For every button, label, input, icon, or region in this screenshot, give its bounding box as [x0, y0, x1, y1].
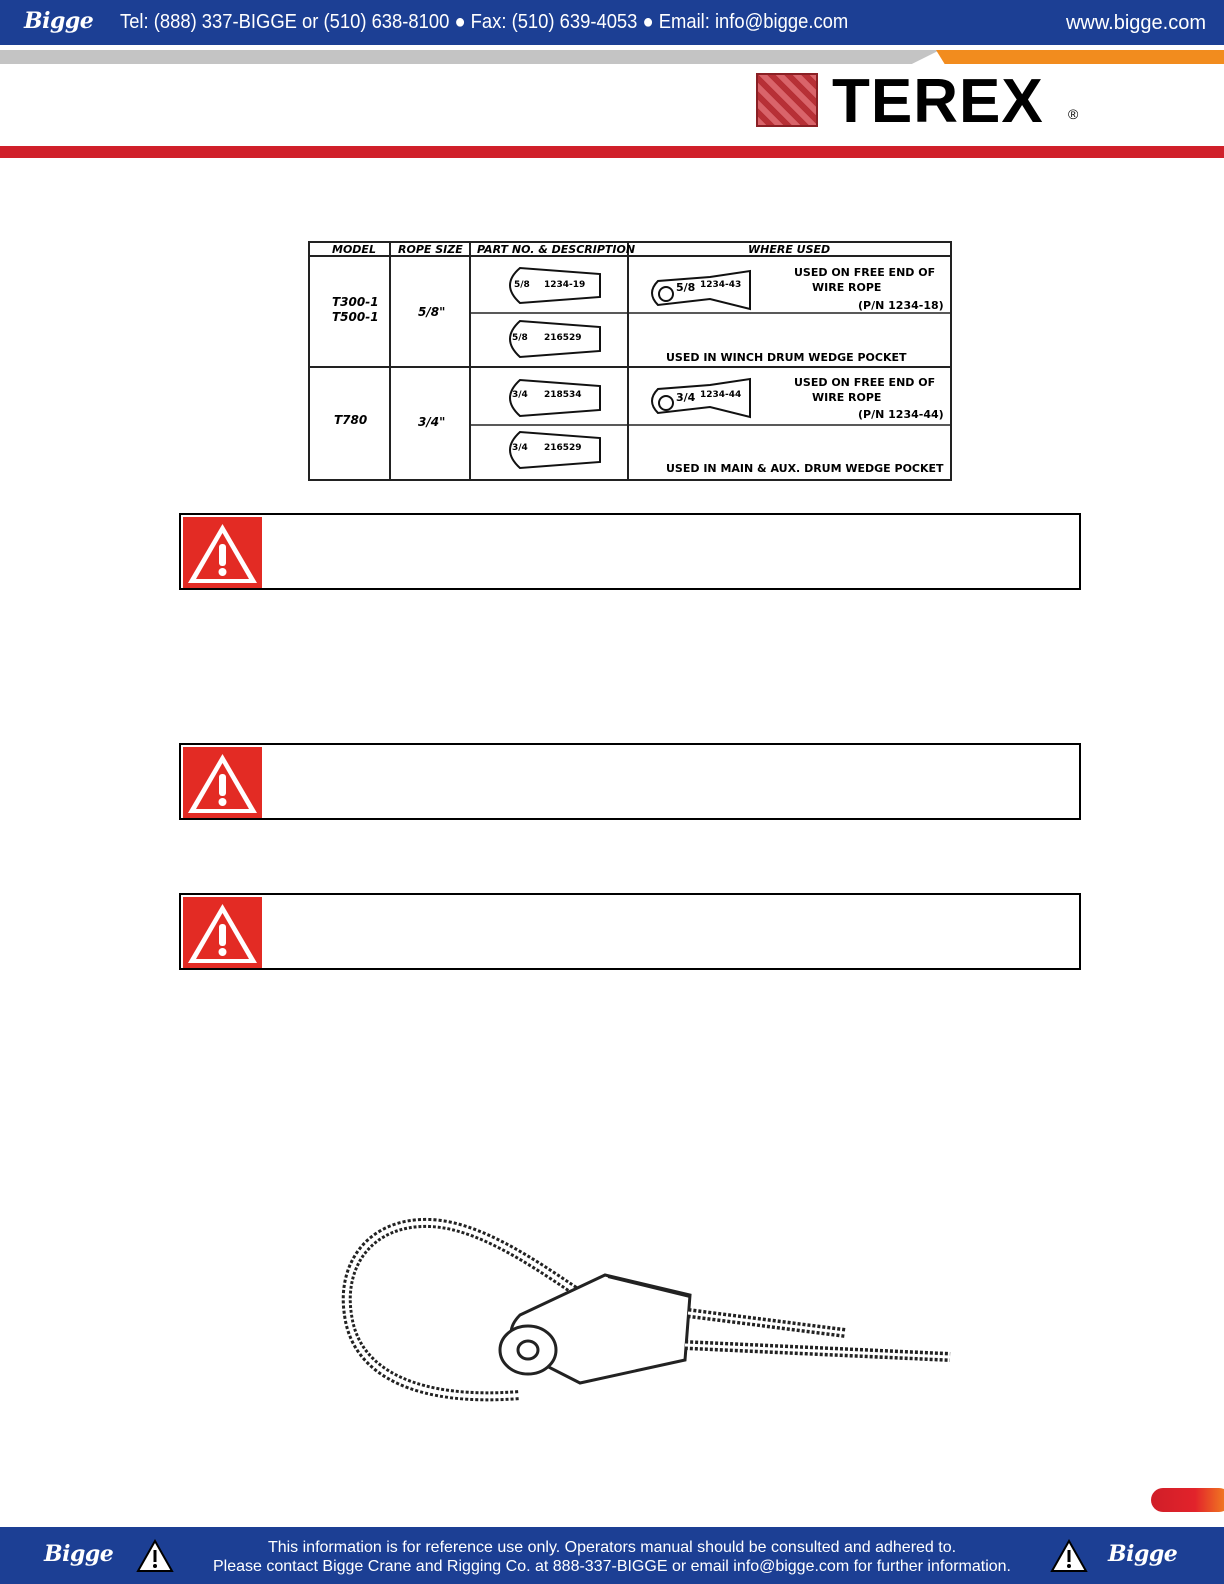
warning-triangle-icon [183, 747, 262, 818]
free-end-note: USED ON FREE END OF [794, 376, 936, 389]
footer-bigge-logo-right[interactable]: Bigge [1108, 1541, 1178, 1567]
warning-triangle-icon [183, 517, 262, 588]
wedge-size-label: 5/8 [514, 280, 530, 290]
model-t780: T780 [334, 413, 368, 427]
wedge-size-label: 3/4 [512, 443, 528, 453]
header-stripe-gray [0, 50, 940, 64]
socket-size-label: 3/4 [676, 391, 696, 404]
wedge-part-label: 218534 [544, 390, 582, 400]
wedge-size-label: 5/8 [512, 333, 528, 343]
wedge-part-label: 216529 [544, 443, 582, 453]
website-link[interactable]: www.bigge.com [1065, 12, 1206, 34]
wire-rope-note: WIRE ROPE [812, 281, 882, 294]
wedge-part-label: 216529 [544, 333, 582, 343]
table-header-where-used: WHERE USED [748, 243, 831, 256]
wedge-socket-illustration [340, 1205, 970, 1415]
socket-size-label: 5/8 [676, 281, 696, 294]
warning-box-2 [179, 743, 1081, 820]
warning-box-3 [179, 893, 1081, 970]
drum-pocket-note: USED IN MAIN & AUX. DRUM WEDGE POCKET [666, 462, 944, 475]
contact-info: Tel: (888) 337-BIGGE or (510) 638-8100 ● Fax: (510) 639-4053 ● Email: info@bigge.com [120, 11, 849, 33]
header-bar [0, 0, 1224, 45]
table-header-rope-size: ROPE SIZE [398, 243, 463, 256]
winch-pocket-note: USED IN WINCH DRUM WEDGE POCKET [666, 351, 907, 364]
table-header-part-no: PART NO. & DESCRIPTION [477, 243, 636, 256]
footer-bar [0, 1527, 1224, 1584]
free-end-part-number: (P/N 1234-44) [858, 408, 944, 421]
free-end-note: USED ON FREE END OF [794, 266, 936, 279]
rope-size-3-4: 3/4" [418, 415, 446, 429]
header-stripe-orange [936, 50, 1224, 64]
table-header-model: MODEL [332, 243, 376, 256]
page-tab-marker [1151, 1488, 1224, 1512]
socket-shape-1 [652, 271, 750, 309]
terex-logo-mark-icon [756, 73, 818, 127]
model-t300-1: T300-1 [332, 295, 379, 309]
warning-box-1 [179, 513, 1081, 590]
wedge-parts-table [308, 241, 952, 481]
bigge-logo[interactable]: Bigge [24, 8, 94, 34]
wedge-size-label: 3/4 [512, 390, 528, 400]
rope-size-5-8: 5/8" [418, 305, 446, 319]
socket-part-label: 1234-44 [700, 390, 742, 400]
warning-triangle-icon [183, 897, 262, 968]
registered-mark: ® [1068, 106, 1079, 122]
footer-disclaimer-line1: This information is for reference use only. Operators manual should be consulted and adhered to. [267, 1539, 957, 1556]
header-red-rule [0, 146, 1224, 158]
free-end-part-number: (P/N 1234-18) [858, 299, 944, 312]
footer-bigge-logo-left[interactable]: Bigge [44, 1541, 114, 1567]
terex-logo-text: TEREX [832, 67, 1044, 136]
model-t500-1: T500-1 [332, 310, 379, 324]
wedge-part-label: 1234-19 [544, 280, 586, 290]
footer-disclaimer-line2: Please contact Bigge Crane and Rigging Co. at 888-337-BIGGE or email info@bigge.com for further information. [213, 1558, 1011, 1575]
socket-part-label: 1234-43 [700, 280, 742, 290]
footer-warning-icon-right [1050, 1539, 1088, 1573]
footer-disclaimer [150, 1538, 1074, 1576]
wire-rope-note: WIRE ROPE [812, 391, 882, 404]
